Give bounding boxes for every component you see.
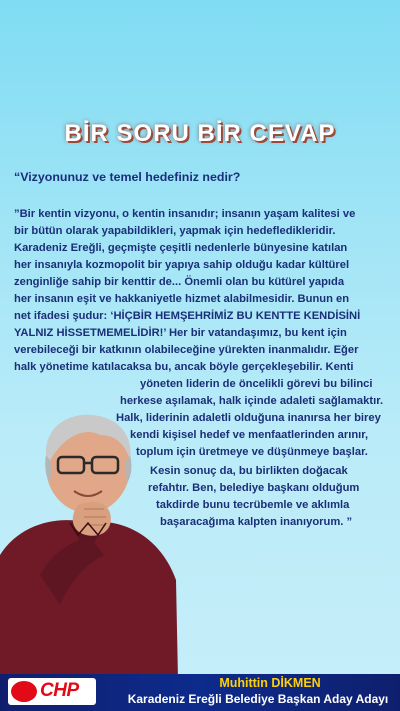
answer-line: kendi kişisel hedef ve menfaatlerinden arınır, — [130, 429, 369, 441]
answer-line: herkese aşılamak, halk içinde adaleti sağlamaktır. — [120, 395, 384, 407]
answer-line: yöneten liderin de öncelikli görevi bu bilinci — [140, 378, 373, 390]
logo-text: CHP — [40, 680, 79, 701]
answer-line: her insanıyla kozmopolit bir yapıya sahip olduğu kadar kültürel — [14, 259, 350, 271]
answer-line: Halk, liderinin adaletli olduğuna inanırsa her birey — [116, 412, 381, 424]
answer-line: YALNIZ HİSSETMEMELİDİR!’ Her bir vatandaşımız, bu kent için — [14, 327, 347, 339]
answer-line: verebileceği bir katkının olabileceğine yürekten inanmalıdır. Eğer — [14, 344, 359, 356]
candidate-portrait-icon — [0, 405, 178, 680]
answer-line: takdirde bunu tecrübemle ve aklımla — [156, 499, 350, 511]
answer-line: Karadeniz Ereğli, geçmişte çeşitli nedenlerle bünyesine katılan — [14, 242, 348, 254]
answer-line: her insanın eşit ve hakkaniyetle hizmet alabilmesidir. Bunun en — [14, 293, 350, 305]
answer-line: bir bütün olarak yapabildikleri, yapmak için hedefledikleridir. — [14, 225, 336, 237]
answer-line: Kesin sonuç da, bu birlikten doğacak — [150, 465, 348, 477]
page-title: BİR SORU BİR CEVAP — [64, 120, 336, 147]
candidate-role: Karadeniz Ereğli Belediye Başkan Aday Adayı — [127, 692, 389, 706]
candidate-name: Muhittin DİKMEN — [219, 676, 321, 690]
party-logo — [8, 678, 96, 705]
answer-line: refahtır. Ben, belediye başkanı olduğum — [148, 482, 360, 494]
answer-line: toplum için üretmeye ve düşünmeye başlar. — [136, 446, 368, 458]
question-text: “Vizyonunuz ve temel hedefiniz nedir? — [14, 170, 241, 184]
chp-arrows-icon — [11, 681, 37, 702]
answer-line: net ifadesi şudur: ‘HİÇBİR HEMŞEHRİMİZ BU KENTTE KENDİSİNİ — [14, 310, 361, 322]
answer-line: başaracağıma kalpten inanıyorum. ” — [160, 516, 353, 528]
answer-line: ”Bir kentin vizyonu, o kentin insanıdır; insanın yaşam kalitesi ve — [14, 208, 356, 220]
answer-line: zenginliğe sahip bir kenttir de... Önemli olan bu kütürel yapıda — [14, 276, 345, 288]
answer-line: halk yönetime katılacaksa bu, ancak böyle gerçekleşebilir. Kenti — [14, 361, 354, 373]
